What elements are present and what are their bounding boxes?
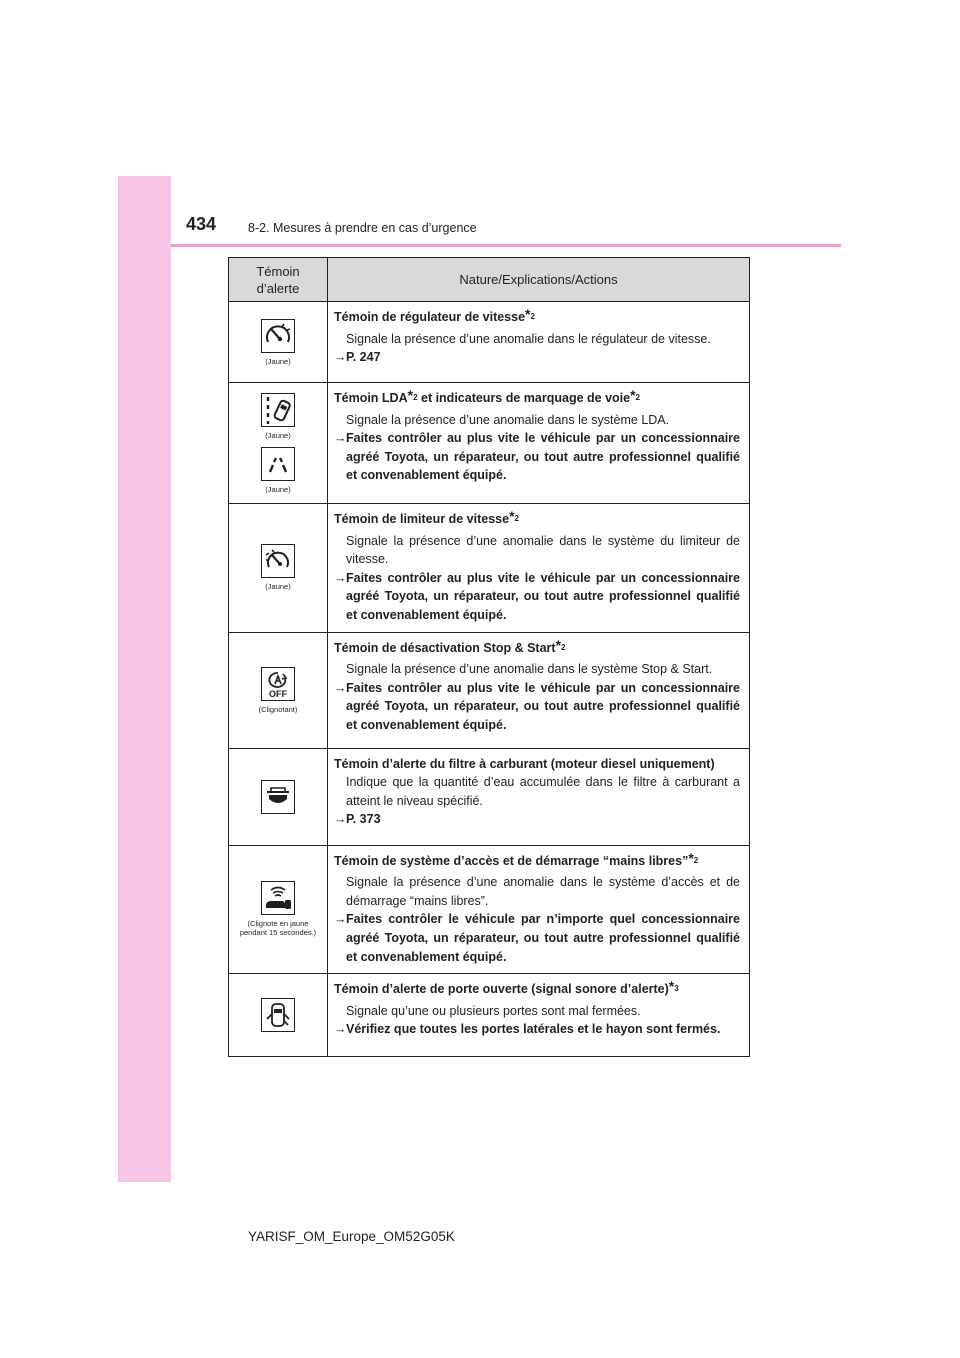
arrow-icon: → (334, 1022, 347, 1037)
svg-text:OFF: OFF (269, 688, 287, 699)
item-title: Témoin LDA (334, 391, 408, 405)
item-title: Témoin d’alerte de porte ouverte (signal sonore d’alerte) (334, 982, 669, 997)
lane-marking-indicator-icon (261, 447, 295, 481)
footnote-ref: 2 (413, 393, 418, 402)
item-description: Signale qu’une ou plusieurs portes sont mal fermées. (346, 1003, 641, 1018)
item-title: Témoin de régulateur de vitesse (334, 310, 526, 324)
footnote-ref: 2 (514, 514, 519, 523)
item-action: Faites contrôler au plus vite le véhicule par un concessionnaire agréé Toyota, un réparateur, ou tout autre professionnel qualifié et convenablement équipé. (346, 570, 740, 622)
side-tab-band (118, 176, 171, 1182)
footnote-ref: 2 (530, 312, 535, 321)
cruise-control-warning-icon (261, 319, 295, 353)
table-header-row (229, 258, 750, 302)
item-action: Faites contrôler au plus vite le véhicule par un concessionnaire agréé Toyota, un réparateur, ou tout autre professionnel qualifié et convenablement équipé. (346, 431, 740, 483)
footnote-ref: 2 (693, 855, 699, 865)
item-title: Témoin de désactivation Stop & Start (334, 640, 556, 655)
item-description: Signale la présence d’une anomalie dans le système LDA. (346, 412, 670, 427)
open-door-warning-icon (261, 998, 295, 1032)
arrow-icon: → (334, 680, 347, 695)
page-reference: P. 247 (346, 350, 381, 365)
item-title-continued: et indicateurs de marquage de voie (417, 391, 631, 405)
icon-caption: (Jaune) (265, 484, 291, 494)
item-action: Faites contrôler au plus vite le véhicule par un concessionnaire agréé Toyota, un réparateur, ou tout autre professionnel qualifié et convenablement équipé. (346, 680, 740, 732)
item-title: Témoin de limiteur de vitesse (334, 512, 510, 526)
icon-caption: (Clignotant) (258, 704, 298, 714)
arrow-icon: → (334, 570, 347, 585)
item-description: Indique que la quantité d’eau accumulée dans le filtre à carburant a atteint le niveau spécifié. (346, 775, 740, 808)
item-description: Signale la présence d’une anomalie dans le système du limiteur de vitesse. (346, 533, 740, 567)
item-description: Signale la présence d’une anomalie dans le système Stop & Start. (346, 662, 713, 677)
header-warning-light: Témoin d’alerte (229, 258, 328, 302)
document-code: YARISF_OM_Europe_OM52G05K (248, 1229, 455, 1244)
footnote-ref: 2 (635, 393, 640, 402)
arrow-icon: → (334, 431, 347, 446)
smart-entry-warning-icon (261, 881, 295, 915)
header-nature-actions: Nature/Explications/Actions (328, 258, 750, 302)
lda-warning-icon (261, 393, 295, 427)
item-title: Témoin de système d’accès et de démarrage “mains libres” (334, 853, 689, 868)
item-action: Faites contrôler le véhicule par n’importe quel concessionnaire agréé Toyota, un réparateur, ou tout autre professionnel qualifié et convenablement équipé. (346, 912, 740, 964)
item-description: Signale la présence d’une anomalie dans le régulateur de vitesse. (346, 331, 711, 346)
page-number: 434 (186, 214, 217, 234)
page-reference: P. 373 (346, 812, 381, 827)
warning-lights-table (228, 257, 750, 1057)
icon-caption: (Jaune) (265, 356, 291, 366)
table-row: (Jaune) (Jaune) Témoin LDA$^{*2}$ et indicateurs de marquage de voie$^{*2}$ Signale la présence d’une anomalie dans le système LDA. →Faites contrôler au plus vite le véhicule par un concessionnaire agréé Toyota, un réparateur, ou tout autre professionnel qualifié et convenablement équipé. (229, 383, 750, 504)
footnote-ref: 2 (561, 642, 566, 652)
table-row: (Jaune) Témoin de régulateur de vitesse$^{*2}$ Signale la présence d’une anomalie dans le régulateur de vitesse. →P. 247 (229, 302, 750, 383)
section-title: 8-2. Mesures à prendre en cas d’urgence (248, 221, 477, 235)
icon-caption: (Clignote en jaune pendant 15 secondes.) (239, 919, 317, 938)
item-title: Témoin d’alerte du filtre à carburant (moteur diesel uniquement) (334, 756, 715, 771)
fuel-filter-warning-icon (261, 780, 295, 814)
icon-caption: (Jaune) (265, 582, 291, 592)
header-rule (171, 244, 841, 247)
table-row (229, 748, 750, 845)
speed-limiter-warning-icon (261, 544, 295, 578)
arrow-icon: → (334, 812, 347, 827)
item-description: Signale la présence d’une anomalie dans le système d’accès et de démarrage “mains libres”. (346, 875, 740, 908)
table-row: OFF (Clignotant) Témoin de désactivation Stop & Start$^{*2}$ Signale la présence d’une anomalie dans le système Stop & Start. →Faites contrôler au plus vite le véhicule par un concessionnaire agréé Toyota, un réparateur, ou tout autre professionnel qualifié et convenablement équipé. (229, 632, 750, 748)
item-action: Vérifiez que toutes les portes latérales et le hayon sont fermés. (346, 1022, 721, 1037)
arrow-icon: → (334, 350, 347, 365)
icon-caption: (Jaune) (265, 430, 291, 440)
table-row: Témoin d’alerte de porte ouverte (signal sonore d’alerte)$^{*3}$ Signale qu’une ou plusieurs portes sont mal fermées. →Vérifiez que toutes les portes latérales et le hayon sont fermés. (229, 974, 750, 1057)
arrow-icon: → (334, 912, 347, 927)
footnote-ref: 3 (674, 984, 679, 994)
table-row: (Jaune) Témoin de limiteur de vitesse$^{*2}$ Signale la présence d’une anomalie dans le système du limiteur de vitesse. →Faites contrôler au plus vite le véhicule par un concessionnaire agréé Toyota, un réparateur, ou tout autre professionnel qualifié et convenablement équipé. (229, 504, 750, 633)
table-row: (Clignote en jaune pendant 15 secondes.) Témoin de système d’accès et de démarrage “mains libres”$^{*2}$ Signale la présence d’une anomalie dans le système d’accès et de démarrage “mains libres”. →Faites contrôler le véhicule par n’importe quel concessionnaire agréé Toyota, un réparateur, ou tout autre professionnel qualifié et convenablement équipé. (229, 845, 750, 974)
stop-start-off-icon (261, 667, 295, 701)
